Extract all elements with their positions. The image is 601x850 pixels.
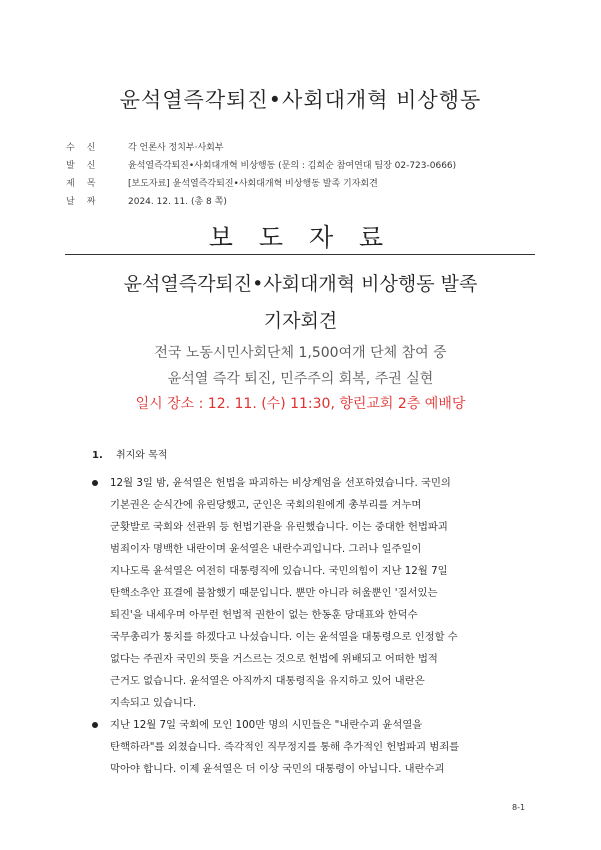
bullet-icon (92, 480, 98, 486)
page-number: 8-1 (512, 803, 526, 812)
meta-row-subject (66, 173, 456, 191)
section-heading (92, 446, 167, 461)
bullet-text: 지난 12월 7일 국회에 모인 100만 명의 시민들은 "내란수괴 윤석열을 탄핵하라"를 외쳤습니다. 즉각적인 직무정지를 통해 추가적인 헌법파괴 범죄를 막아야 합니다. 이제 윤석열은 더 이상 국민의 대통령이 아닙니다. 내란수괴 (110, 719, 460, 775)
meta-row-recipient (66, 137, 456, 155)
meta-value: 2024. 12. 11. (총 8 쪽) (128, 196, 227, 207)
event-schedule: 일시 장소 : 12. 11. (수) 11:30, 향린교회 2층 예배당 (135, 396, 466, 412)
event-title-line: 윤석열즉각퇴진•사회대개혁 비상행동 발족 (123, 273, 478, 295)
event-title (0, 266, 601, 340)
meta-label: 날짜 (66, 196, 108, 207)
meta-row-sender (66, 155, 456, 173)
subtitle-slogan: 윤석열 즉각 퇴진, 민주주의 회복, 주권 실현 (167, 371, 434, 387)
bullet-text: 12월 3일 밤, 윤석열은 헌법을 파괴하는 비상계엄을 선포하였습니다. 국민의 기본권은 순식간에 유린당했고, 군인은 국회의원에게 총부리를 겨누며 군홧발로 국회와 선관위 등 헌법기관을 유린했습니다. 이는 중대한 헌법파괴 범죄이자 명백한 내란이며 윤석열은 내란수괴입니다. 그러나 일주일이 지나도록 윤석열은 여전히 대통령직에 있습니다. 국민의힘이 지난 12월 7일 탄핵소추안 표결에 불참했기 때문입니다. 뿐만 아니라 허울뿐인 '질서있는 퇴진'을 내세우며 아무런 헌법적 권한이 없는 한동훈 당대표와 한덕수 국무총리가 통치를 하겠다고 나섰습니다. 이는 윤석열을 대통령으로 인정할 수 없다는 주권자 국민의 뜻을 거스르는 것으로 헌법에 위배되고 어떠한 법적 근거도 없습니다. 윤석열은 아직까지 대통령직을 유지하고 있어 내란은 지속되고 있습니다. (110, 477, 458, 709)
list-item (92, 714, 522, 780)
meta-label: 발신 (66, 160, 108, 171)
subtitle-participation: 전국 노동시민사회단체 1,500여개 단체 참여 중 (154, 345, 447, 361)
document-meta (66, 137, 456, 209)
list-item (92, 472, 522, 714)
section-number: 1. (92, 450, 103, 461)
event-title-line: 기자회견 (263, 310, 338, 332)
section-title: 취지와 목적 (115, 450, 168, 461)
bullet-icon (92, 722, 98, 728)
meta-label: 제목 (66, 178, 108, 189)
bullet-list (92, 472, 522, 780)
meta-label: 수신 (66, 142, 108, 153)
meta-value: 각 언론사 정치부·사회부 (128, 142, 224, 153)
meta-value: 윤석열즉각퇴진•사회대개혁 비상행동 (문의 : 김희순 참여연대 팀장 02-723-0666) (128, 160, 457, 171)
press-release-heading: 보 도 자 료 (208, 223, 393, 252)
divider (65, 254, 535, 255)
organization-title: 윤석열즉각퇴진•사회대개혁 비상행동 (119, 88, 482, 112)
meta-value: [보도자료] 윤석열즉각퇴진•사회대개혁 비상행동 발족 기자회견 (128, 178, 378, 189)
meta-row-date (66, 191, 456, 209)
